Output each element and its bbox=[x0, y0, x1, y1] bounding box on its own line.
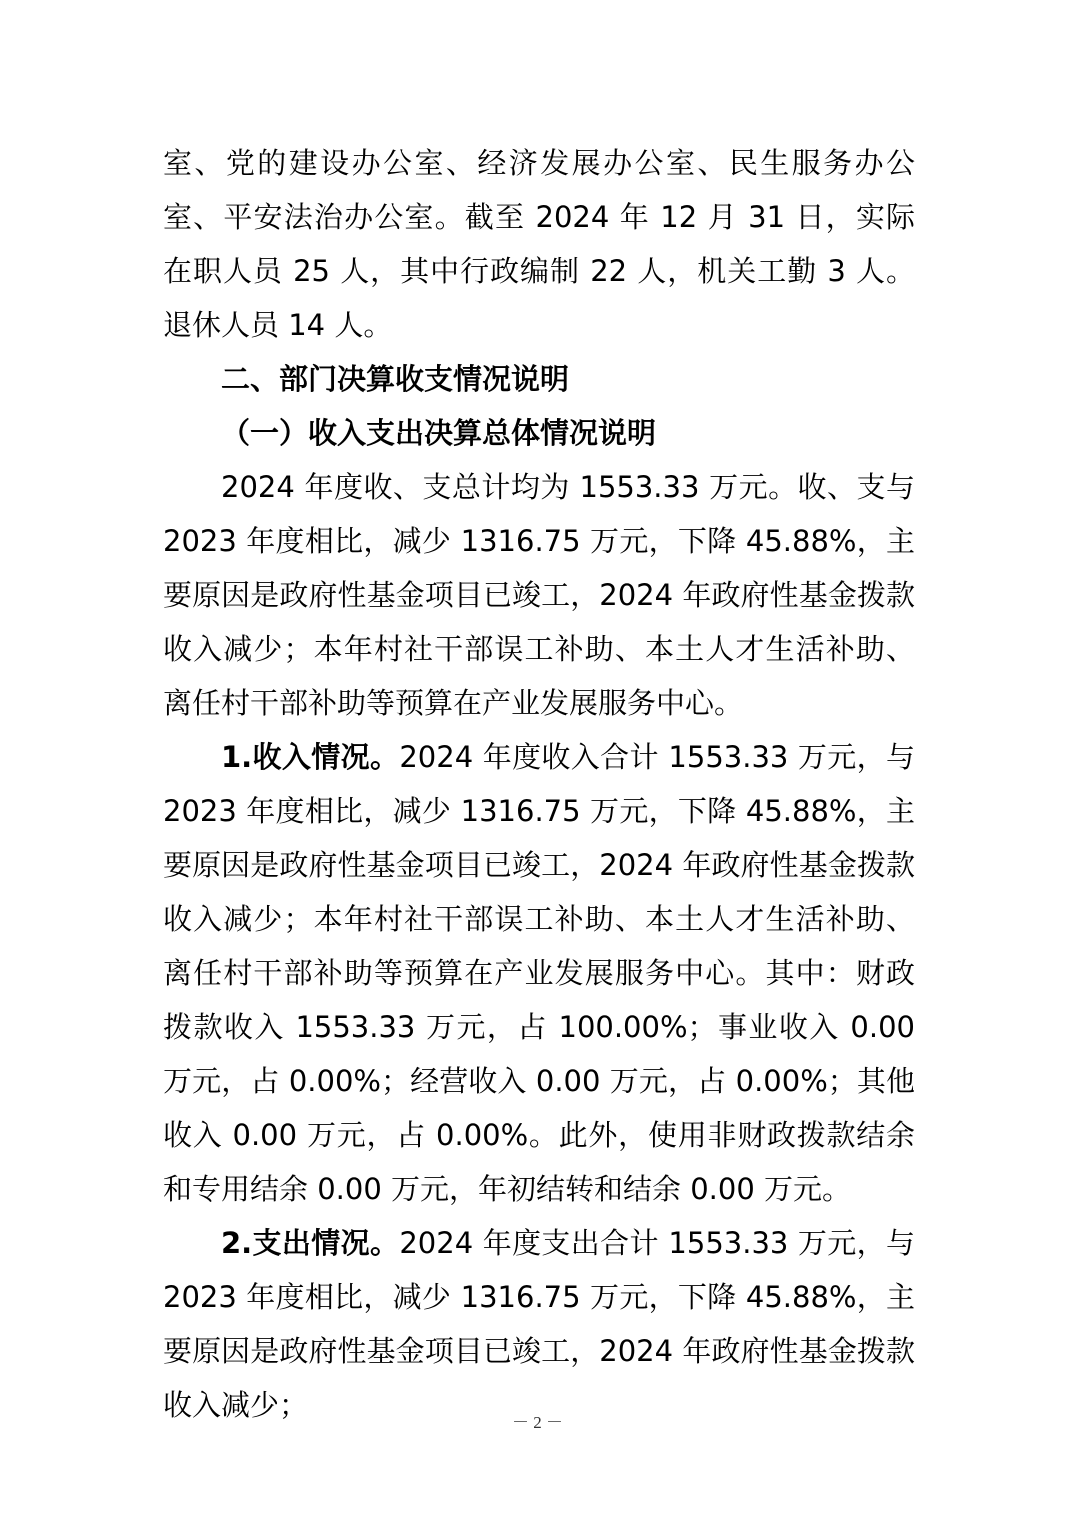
paragraph-expense bbox=[163, 1216, 915, 1432]
section-heading: 二、部门决算收支情况说明 bbox=[221, 362, 570, 396]
page-number: － 2 － bbox=[512, 1413, 563, 1432]
subsection-heading: （一）收入支出决算总体情况说明 bbox=[221, 416, 657, 450]
income-lead: 1.收入情况。 bbox=[221, 740, 400, 774]
paragraph-income bbox=[163, 730, 915, 1216]
expense-lead: 2.支出情况。 bbox=[221, 1226, 400, 1260]
income-text: 2024 年度收入合计 1553.33 万元，与 2023 年度相比，减少 1316.75 万元，下降 45.88%，主要原因是政府性基金项目已竣工，2024 年政府性基金拨款收入减少；本年村社干部误工补助、本土人才生活补助、离任村干部补助等预算在产业发展服务中心。其中：财政拨款收入 1553.33 万元，占 100.00%；事业收入 0.00 万元，占 0.00%；经营收入 0.00 万元，占 0.00%；其他收入 0.00 万元，占 0.00%。此外，使用非财政拨款结余和专用结余 0.00 万元，年初结转和结余 0.00 万元。 bbox=[163, 740, 915, 1206]
paragraph-summary: 2024 年度收、支总计均为 1553.33 万元。收、支与 2023 年度相比，减少 1316.75 万元，下降 45.88%，主要原因是政府性基金项目已竣工，2024 年政府性基金拨款收入减少；本年村社干部误工补助、本土人才生活补助、离任村干部补助等预算在产业发展服务中心。 bbox=[163, 470, 915, 720]
body-text bbox=[163, 136, 915, 1432]
paragraph-staffing: 室、党的建设办公室、经济发展办公室、民生服务办公室、平安法治办公室。截至 2024 年 12 月 31 日，实际在职人员 25 人，其中行政编制 22 人，机关工勤 3 人。退休人员 14 人。 bbox=[163, 146, 915, 342]
expense-text: 2024 年度支出合计 1553.33 万元，与 2023 年度相比，减少 1316.75 万元，下降 45.88%，主要原因是政府性基金项目已竣工，2024 年政府性基金拨款收入减少； bbox=[163, 1226, 915, 1422]
